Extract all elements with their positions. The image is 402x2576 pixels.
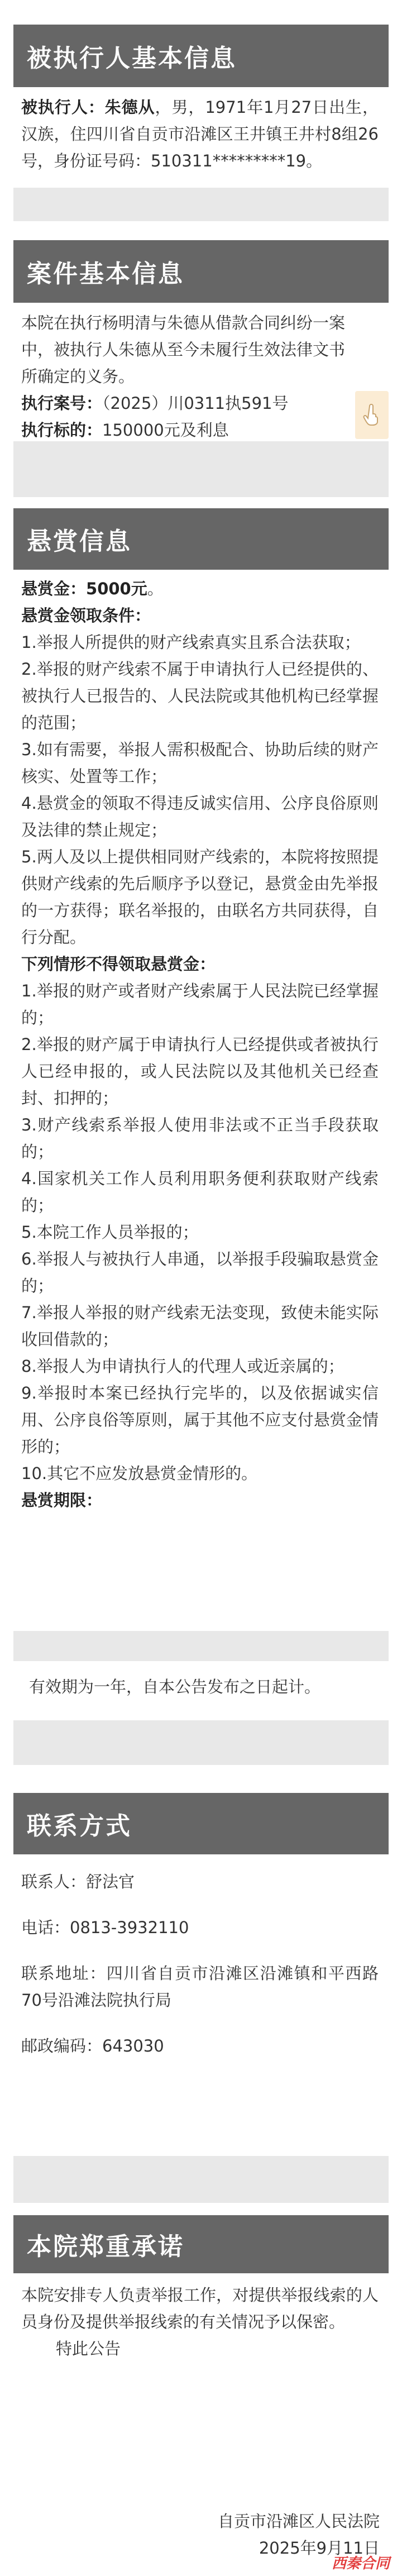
exclusion-item: 5.本院工作人员举报的； xyxy=(21,1223,199,1242)
watermark-logo xyxy=(332,2552,390,2573)
hand-pointer-icon-graphic xyxy=(363,404,381,426)
notice-date: 2025年9月11日 xyxy=(259,2539,380,2558)
period-text: 有效期为一年，自本公告发布之日起计。 xyxy=(29,1677,321,1696)
reward-amount-label: 悬赏金： xyxy=(21,579,87,598)
case-number: （2025）川0311执591号 xyxy=(102,394,289,413)
reward-info xyxy=(21,575,379,1514)
executor-text: ，男，1971年1月27日出生，汉族，住四川省自贡市沿滩区王井镇王井村8组26号，身份证号码：510311*********19。 xyxy=(21,98,379,170)
exclusion-item: 7.举报人举报的财产线索无法变现，致使未能实际收回借款的； xyxy=(21,1303,379,1349)
section-title: 本院郑重承诺 xyxy=(27,2232,184,2261)
section-title: 案件基本信息 xyxy=(27,260,184,288)
section-header-reward xyxy=(13,508,389,570)
contact-address: 联系地址：四川省自贡市沿滩区沿滩镇和平西路70号沿滩法院执行局 xyxy=(21,1964,379,2010)
reward-amount-suffix: 。 xyxy=(147,579,164,598)
divider-bar xyxy=(13,2156,389,2203)
case-target-line xyxy=(21,417,345,443)
section-title: 联系方式 xyxy=(27,1812,132,1840)
section-header-contact xyxy=(13,1793,389,1854)
executor-info xyxy=(21,94,379,174)
condition-item: 3.如有需要，举报人需积极配合、协助后续的财产核实、处置等工作； xyxy=(21,740,379,786)
closing-text: 特此公告 xyxy=(56,2339,121,2358)
contact-postcode: 邮政编码：643030 xyxy=(21,2036,164,2055)
contact-person: 联系人：舒法官 xyxy=(21,1872,135,1891)
divider-bar xyxy=(13,441,389,497)
conditions-title: 悬赏金领取条件： xyxy=(21,606,151,625)
hand-pointer-icon[interactable] xyxy=(355,391,389,439)
condition-item: 1.举报人所提供的财产线索真实且系合法获取； xyxy=(21,633,361,652)
section-header-promise xyxy=(13,2215,389,2273)
divider-bar xyxy=(13,1631,389,1661)
exclusion-item: 3.财产线索系举报人使用非法或不正当手段获取的； xyxy=(21,1115,379,1161)
promise-text: 本院安排专人负责举报工作，对提供举报线索的人员身份及提供举报线索的有关情况予以保密。 xyxy=(21,2286,379,2331)
condition-item: 4.悬赏金的领取不得违反诚实信用、公序良俗原则及法律的禁止规定； xyxy=(21,794,379,839)
exclusion-item: 4.国家机关工作人员利用职务便利获取财产线索的； xyxy=(21,1169,379,1215)
exclusion-item: 9.举报时本案已经执行完毕的，以及依据诚实信用、公序良俗等原则，属于其他不应支付悬赏金情形的； xyxy=(21,1384,379,1456)
contact-info xyxy=(21,1868,379,2059)
divider-bar xyxy=(13,1720,389,1765)
exclusion-item: 6.举报人与被执行人串通，以举报手段骗取悬赏金的； xyxy=(21,1249,379,1295)
section-header-case xyxy=(13,240,389,303)
contact-phone[interactable]: 电话：0813-3932110 xyxy=(21,1918,189,1937)
exclusion-item: 2.举报的财产属于申请执行人已经提供或者被执行人已经申报的，或人民法院以及其他机关已经查封、扣押的； xyxy=(21,1035,379,1108)
exclusions-title: 下列情形不得领取悬赏金： xyxy=(21,955,216,974)
case-number-label: 执行案号： xyxy=(21,394,103,413)
exclusion-item: 8.举报人为申请执行人的代理人或近亲属的； xyxy=(21,1357,344,1376)
case-target: 150000元及利息 xyxy=(102,421,229,440)
promise-info xyxy=(21,2282,379,2362)
court-name: 自贡市沿滩区人民法院 xyxy=(217,2512,380,2531)
period-label: 悬赏期限： xyxy=(21,1491,103,1510)
section-header-executor xyxy=(13,25,389,87)
condition-item: 5.两人及以上提供相同财产线索的，本院将按照提供财产线索的先后顺序予以登记，悬赏金由先举报的一方获得；联名举报的，由联名方共同获得，自行分配。 xyxy=(21,847,379,947)
reward-amount: 5000元 xyxy=(86,579,147,598)
case-info xyxy=(21,309,345,443)
condition-item: 2.举报的财产线索不属于申请执行人已经提供的、被执行人已报告的、人民法院或其他机构已经掌握的范围； xyxy=(21,660,379,732)
exclusion-item: 1.举报的财产或者财产线索属于人民法院已经掌握的； xyxy=(21,981,379,1027)
case-number-line xyxy=(21,390,345,417)
executor-label: 被执行人： xyxy=(21,98,105,117)
exclusion-item: 10.其它不应发放悬赏金情形的。 xyxy=(21,1464,258,1483)
case-target-label: 执行标的： xyxy=(21,421,103,440)
case-intro: 本院在执行杨明清与朱德从借款合同纠纷一案中，被执行人朱德从至今未履行生效法律文书所确定的义务。 xyxy=(21,313,346,386)
section-title: 被执行人基本信息 xyxy=(27,44,237,73)
reward-amount-line xyxy=(21,575,379,602)
watermark-text: 西秦合同 xyxy=(331,2555,390,2572)
executor-name: 朱德从 xyxy=(104,98,155,117)
section-title: 悬赏信息 xyxy=(27,527,132,556)
divider-bar xyxy=(13,188,389,221)
